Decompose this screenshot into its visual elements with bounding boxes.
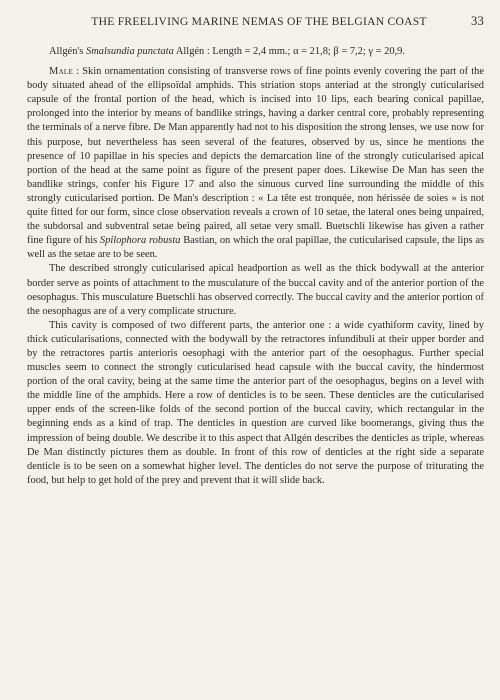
measurement-paragraph bbox=[27, 45, 484, 59]
measurement-lead: Allgén's bbox=[49, 46, 86, 57]
running-title: THE FREELIVING MARINE NEMAS OF THE BELGIAN COAST bbox=[91, 15, 427, 28]
male-text-b: Bastian, on which the oral papillae, the cuticularised capsule, the lips as well as the setae are to be seen. bbox=[27, 235, 485, 261]
species-name: Smalsundia punctata bbox=[85, 46, 174, 57]
running-header bbox=[27, 14, 484, 29]
male-label: Male bbox=[49, 66, 74, 78]
species-name-spilophora: Spilophora robusta bbox=[99, 235, 181, 247]
cavity-paragraph: This cavity is composed of two different parts, the anterior one : a wide cyathiform cavity, lined by thick cuticularisations, connected with the bodywall by the retractores infundibuli at their upper border and by the retractores partis anterioris oesophagi with the anterior part of the oesophagus. Further special muscles seem to connect the strongly cuticularised head capsule with the buccal cavity, the hindermost portion of the oral cavity, being at the same time the anterior part of the oesophagus, begins on a level with the middle line of the amphids. Here a row of denticles is to be seen. These denticles are the cuticularised upper ends of the screen-like folds of the second portion of the buccal cavity, which rectangular in the beginning ends as a kind of trap. The denticles in question are curved like boomerangs, giving thus the impression of being double. We describe it to this aspect that Allgén describes the denticles as triple, whereas De Man distinctly pictures them as double. In front of this row of denticles at the right side a separate denticle is to be seen on a somewhat higher level. The denticles do not serve the purpose of triturating the food, but help to get hold of the prey and prevent that it will slide back. bbox=[27, 319, 484, 486]
headportion-paragraph: The described strongly cuticularised apical headportion as well as the thick bodywall at the anterior border serve as points of attachment to the musculature of the buccal cavity and of the anterior portion of the oesophagus. This musculature Buetschli has observed correctly. The buccal cavity and the anterior portion of the oesophagus are of a very complicate structure. bbox=[27, 263, 484, 317]
body-text bbox=[27, 45, 484, 488]
page-number: 33 bbox=[471, 14, 484, 28]
male-paragraph bbox=[27, 65, 484, 262]
male-text-a: : Skin ornamentation consisting of transverse rows of fine points evenly covering the part of the body situated ahead of the ellipsoïdal amphids. This striation stops anteriad at the strongly cuticularised capsule of the frontal portion of the head, which is incised into 10 lips, each bearing conical papillae, prolonged into the interior by means of bandlike strings, having a darker central core, probably representing the terminals of a nerve fibre. De Man apparently had not to his disposition the strong lenses, we use now for this purpose, but nevertheless has seen several of the features, observed by us, since he mentions the presence of 10 papillae in his species and depicts the demarcation line of the strongly cuticularised apical portion of the head at the same point as figure of the present paper does. Likewise De Man has seen the bandlike strings, confer his Figure 17 and also the sinuous curved line surrounding the middle of this strongly cuticularised portion. De Man's description : « La tête est tronquée, non hérissée de soies » is not quite fitted for our form, since close observation reveals a crown of 10 setae, the lateral ones being unpaired, the subdorsal and subventral setae being paired, all setae very small. Buetschli likewise has given a rather fine figure of his bbox=[27, 66, 484, 247]
measurement-values: Allgén : Length = 2,4 mm.; α = 21,8; β = 7,2; γ = 20,9. bbox=[173, 46, 405, 57]
